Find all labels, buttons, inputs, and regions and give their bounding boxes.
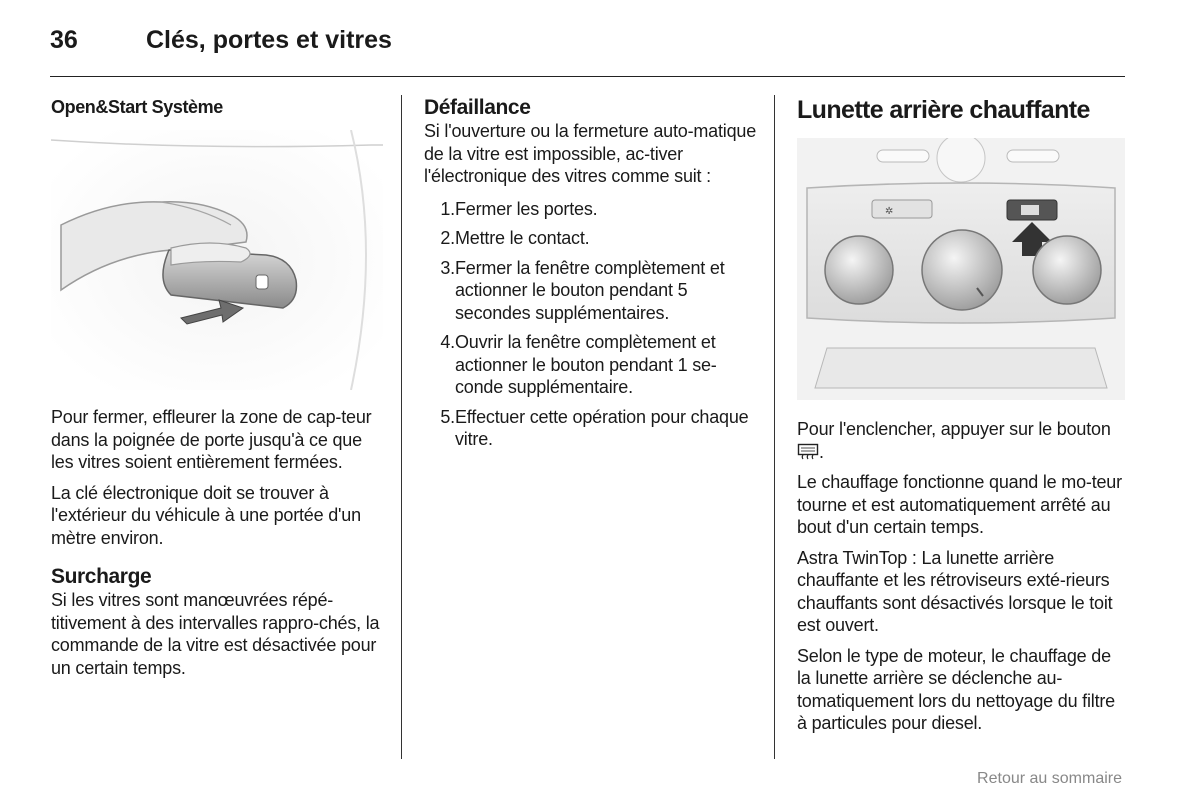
paragraph: Le chauffage fonctionne quand le mo-teur tourne et est automatiquement arrêté au bout d'un certain temps. [797, 472, 1122, 537]
column-divider [401, 95, 402, 759]
list-item: 4. Ouvrir la fenêtre complètement et actionner le bouton pendant 1 se-conde supplémentaire. [440, 332, 717, 397]
column-lunette [797, 96, 1127, 743]
list-item: 5. Effectuer cette opération pour chaque vitre. [440, 406, 749, 449]
section-heading-surcharge: Surcharge [51, 565, 152, 588]
paragraph: Selon le type de moteur, le chauffage de la lunette arrière se déclenche au-tomatiquement lors du nettoyage du filtre à particules pour diesel. [797, 645, 1115, 733]
page-number: 36 [50, 26, 78, 54]
steps-list [424, 198, 756, 451]
climate-control-panel-illustration [797, 138, 1125, 400]
page-header [50, 22, 1125, 77]
rear-defrost-icon [797, 443, 819, 460]
list-item: 3. Fermer la fenêtre complètement et actionner le bouton pendant 5 secondes supplémentaires. [440, 257, 725, 323]
paragraph: Astra TwinTop : La lunette arrière chauffante et les rétroviseurs exté-rieurs chauffants sont désactivés lorsque le toit est ouvert. [797, 547, 1113, 635]
paragraph: Pour fermer, effleurer la zone de cap-teur dans la poignée de porte jusqu'à ce que les vitres soient entièrement fermées. [51, 407, 372, 472]
section-heading-defaillance: Défaillance [424, 96, 531, 119]
section-heading-lunette: Lunette arrière chauffante [797, 96, 1090, 124]
paragraph: La clé électronique doit se trouver à l'extérieur du véhicule à une portée d'un mètre environ. [51, 482, 361, 548]
paragraph: Pour l'enclencher, appuyer sur le bouton . [797, 419, 1111, 462]
paragraph: Si les vitres sont manœuvrées répé-titivement à des intervalles rappro-chés, la commande de la vitre est désactivée pour un certain temps. [51, 590, 380, 678]
back-to-contents-link[interactable]: Retour au sommaire [977, 770, 1122, 787]
section-heading-open-start: Open&Start Système [51, 97, 223, 117]
column-open-start [51, 96, 383, 687]
svg-text:✲: ✲ [885, 206, 894, 217]
paragraph: Si l'ouverture ou la fermeture auto-matique de la vitre est impossible, ac-tiver l'électronique des vitres comme suit : [424, 121, 757, 186]
list-item: 2. Mettre le contact. [440, 228, 590, 248]
door-handle-illustration [51, 130, 383, 390]
column-divider [774, 95, 775, 759]
column-defaillance [424, 96, 756, 458]
list-item: 1. Fermer les portes. [440, 198, 598, 219]
page-title: Clés, portes et vitres [146, 26, 392, 54]
